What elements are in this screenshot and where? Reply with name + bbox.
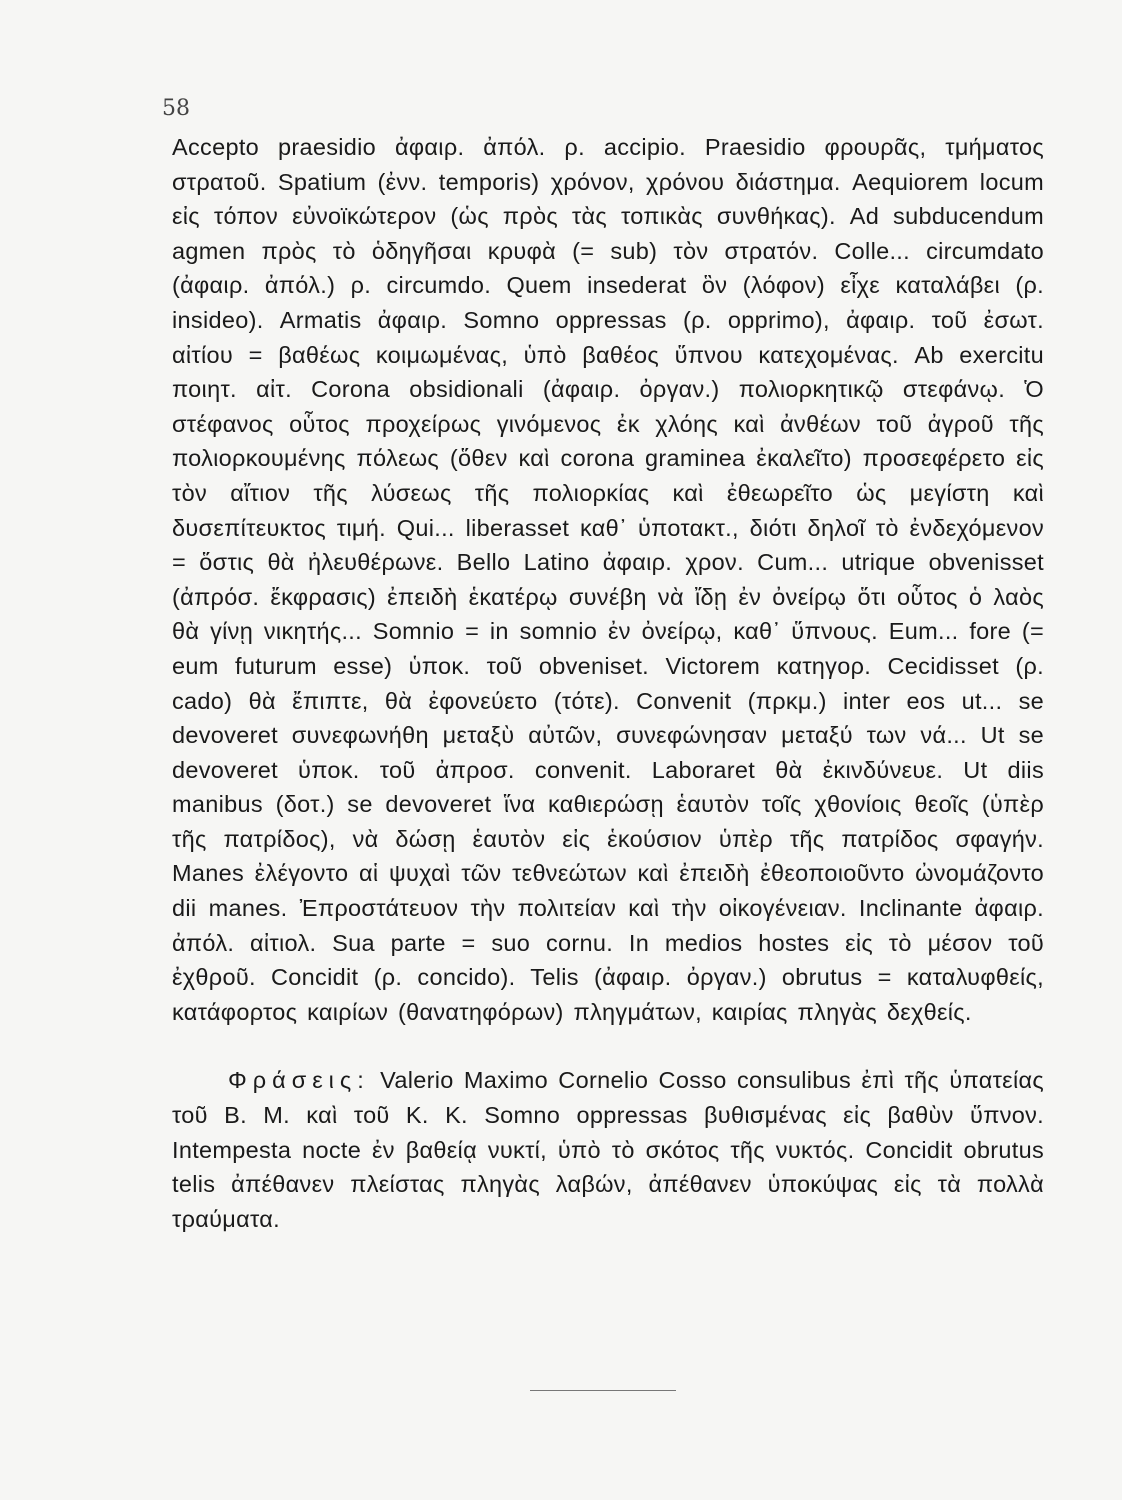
phrases-paragraph: [172, 1063, 1044, 1236]
body-text: [172, 130, 1044, 1236]
phrases-text: Valerio Maximo Cornelio Cosso consulibus ἐπὶ τῆς ὑπατείας τοῦ Β. Μ. καὶ τοῦ Κ. Κ. Somno oppressas βυθισμένας εἰς βαθὺν ὕπνον. Intempesta nocte ἐν βαθείᾳ νυκτί, ὑπὸ τὸ σκότος τῆς νυκτός. Concidit obrutus telis ἀπέθανεν πλείστας πληγὰς λαβών, ἀπέθανεν ὑποκύψας εἰς τὰ πολλὰ τραύματα.: [172, 1067, 1044, 1232]
closing-rule: [530, 1390, 676, 1391]
commentary-paragraph: Accepto praesidio ἀφαιρ. ἀπόλ. ρ. accipio. Praesidio φρουρᾶς, τμήματος στρατοῦ. Spatium (ἐνν. temporis) χρόνον, χρόνου διάστημα. Aequiorem locum εἰς τόπον εὐνοϊκώτερον (ὡς πρὸς τὰς τοπικὰς συνθήκας). Ad subducendum agmen πρὸς τὸ ὁδηγῆσαι κρυφὰ (= sub) τὸν στρατόν. Colle... circumdato (ἀφαιρ. ἀπόλ.) ρ. circumdo. Quem insederat ὃν (λόφον) εἶχε καταλάβει (ρ. insideo). Armatis ἀφαιρ. Somno oppressas (ρ. opprimo), ἀφαιρ. τοῦ ἐσωτ. αἰτίου = βαθέως κοιμωμένας, ὑπὸ βαθέος ὕπνου κατεχομένας. Ab exercitu ποιητ. αἰτ. Corona obsidionali (ἀφαιρ. ὀργαν.) πολιορκητικῷ στεφάνῳ. Ὁ στέφανος οὗτος προχείρως γινόμενος ἐκ χλόης καὶ ἀνθέων τοῦ ἀγροῦ τῆς πολιορκουμένης πόλεως (ὅθεν καὶ corona graminea ἐκαλεῖτο) προσεφέρετο εἰς τὸν αἴτιον τῆς λύσεως τῆς πολιορκίας καὶ ἐθεωρεῖτο ὡς μεγίστη καὶ δυσεπίτευκτος τιμή. Qui... liberasset καθ᾿ ὑποτακτ., διότι δηλοῖ τὸ ἐνδεχόμενον = ὅστις θὰ ἠλευθέρωνε. Bello Latino ἀφαιρ. χρον. Cum... utrique obvenisset (ἀπρόσ. ἔκφρασις) ἐπειδὴ ἑκατέρῳ συνέβη νὰ ἴδῃ ἐν ὀνείρῳ ὅτι οὗτος ὁ λαὸς θὰ γίνῃ νικητής... Somnio = in somnio ἐν ὀνείρῳ, καθ᾿ ὕπνους. Eum... fore (= eum futurum esse) ὑποκ. τοῦ obveniset. Victorem κατηγορ. Cecidisset (ρ. cado) θὰ ἔπιπτε, θὰ ἐφονεύετο (τότε). Convenit (πρκμ.) inter eos ut... se devoveret συνεφωνήθη μεταξὺ αὐτῶν, συνεφώνησαν μεταξύ των νά... Ut se devoveret ὑποκ. τοῦ ἀπροσ. convenit. Laboraret θὰ ἐκινδύνευε. Ut diis manibus (δοτ.) se devoveret ἵνα καθιερώσῃ ἑαυτὸν τοῖς χθονίοις θεοῖς (ὑπὲρ τῆς πατρίδος), νὰ δώσῃ ἑαυτὸν εἰς ἑκούσιον ὑπὲρ τῆς πατρίδος σφαγήν. Manes ἐλέγοντο αἱ ψυχαὶ τῶν τεθνεώτων καὶ ἐπειδὴ ἐθεοποιοῦντο ὠνομάζοντο dii manes. Ἐπροστάτευον τὴν πολιτείαν καὶ τὴν οἰκογένειαν. Inclinante ἀφαιρ. ἀπόλ. αἰτιολ. Sua parte = suo cornu. In medios hostes εἰς τὸ μέσον τοῦ ἐχθροῦ. Concidit (ρ. concido). Telis (ἀφαιρ. ὀργαν.) obrutus = καταλυφθείς, κατάφορτος καιρίων (θανατηφόρων) πληγμάτων, καιρίας πληγὰς δεχθείς.: [172, 134, 1044, 1025]
phrases-heading: Φράσεις:: [228, 1067, 370, 1094]
page-number: 58: [162, 96, 190, 121]
